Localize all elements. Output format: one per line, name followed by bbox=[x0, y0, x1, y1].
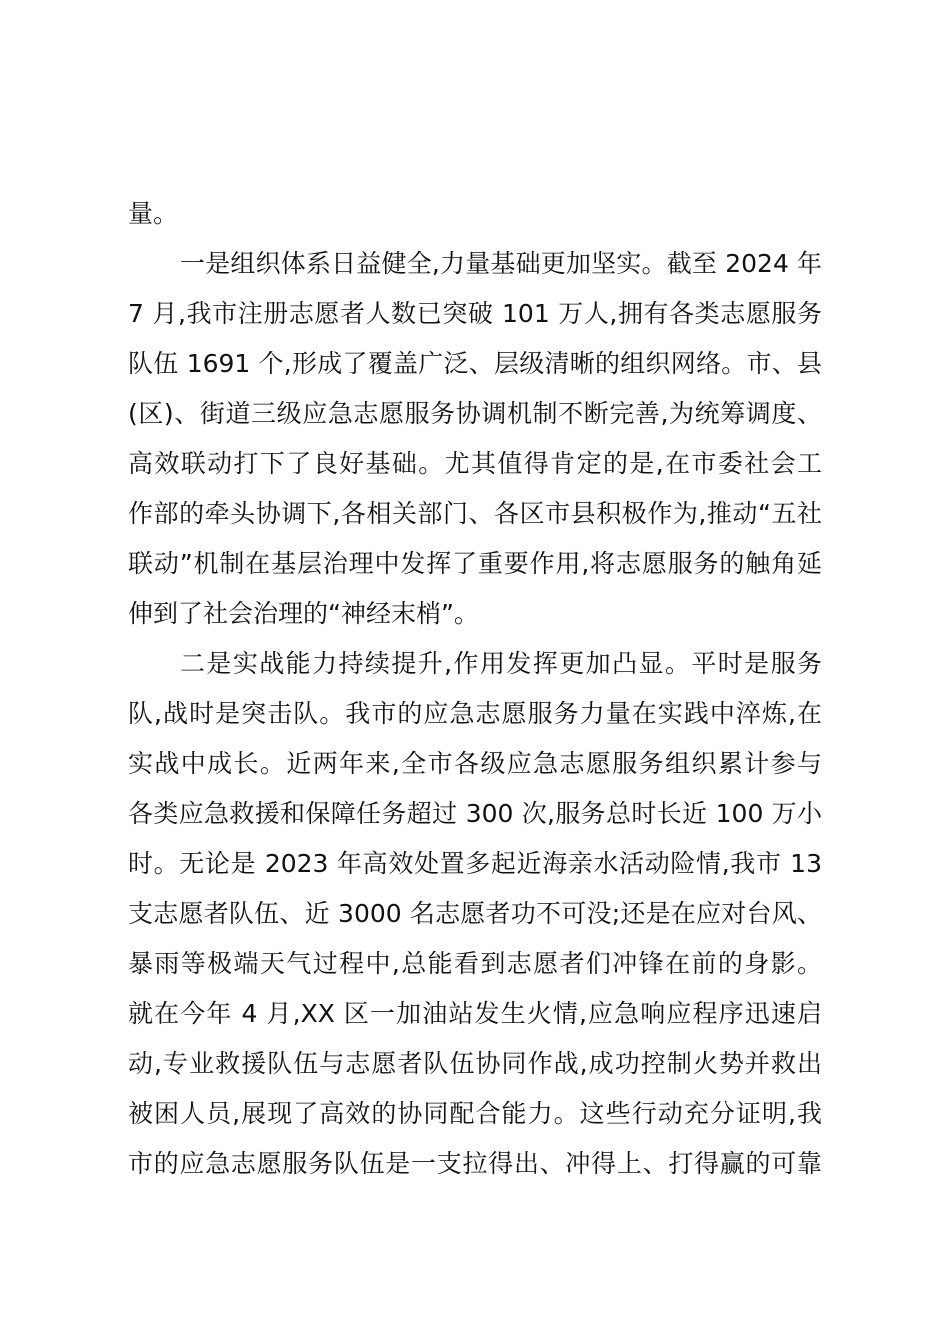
text-line: 暴雨等极端天气过程中,总能看到志愿者们冲锋在前的身影。 bbox=[128, 949, 822, 978]
text-line: 被困人员,展现了高效的协同配合能力。这些行动充分证明,我 bbox=[128, 1099, 822, 1128]
text-line: 联动”机制在基层治理中发挥了重要作用,将志愿服务的触角延 bbox=[128, 549, 822, 578]
text-line: 实战中成长。近两年来,全市各级应急志愿服务组织累计参与 bbox=[128, 749, 822, 778]
text-line: 7 月,我市注册志愿者人数已突破 101 万人,拥有各类志愿服务 bbox=[128, 299, 822, 328]
text-line: 各类应急救援和保障任务超过 300 次,服务总时长近 100 万小 bbox=[128, 799, 822, 828]
document-body bbox=[128, 189, 822, 1189]
text-line: 市的应急志愿服务队伍是一支拉得出、冲得上、打得赢的可靠 bbox=[128, 1149, 822, 1178]
text-line: 队,战时是突击队。我市的应急志愿服务力量在实践中淬炼,在 bbox=[128, 699, 822, 728]
text-line: 支志愿者队伍、近 3000 名志愿者功不可没;还是在应对台风、 bbox=[128, 899, 822, 928]
text-line: 一是组织体系日益健全,力量基础更加坚实。截至 2024 年 bbox=[180, 249, 822, 278]
text-line: 队伍 1691 个,形成了覆盖广泛、层级清晰的组织网络。市、县 bbox=[128, 349, 822, 378]
text-line: 高效联动打下了良好基础。尤其值得肯定的是,在市委社会工 bbox=[128, 449, 822, 478]
text-line: (区)、街道三级应急志愿服务协调机制不断完善,为统筹调度、 bbox=[128, 399, 822, 428]
text-line: 就在今年 4 月,XX 区一加油站发生火情,应急响应程序迅速启 bbox=[128, 999, 822, 1028]
text-line: 作部的牵头协调下,各相关部门、各区市县积极作为,推动“五社 bbox=[128, 499, 822, 528]
text-line: 动,专业救援队伍与志愿者队伍协同作战,成功控制火势并救出 bbox=[128, 1049, 822, 1078]
text-line: 时。无论是 2023 年高效处置多起近海亲水活动险情,我市 13 bbox=[128, 849, 822, 878]
text-line: 二是实战能力持续提升,作用发挥更加凸显。平时是服务 bbox=[180, 649, 822, 678]
text-line: 量。 bbox=[128, 199, 179, 228]
text-line: 伸到了社会治理的“神经末梢”。 bbox=[128, 599, 479, 628]
